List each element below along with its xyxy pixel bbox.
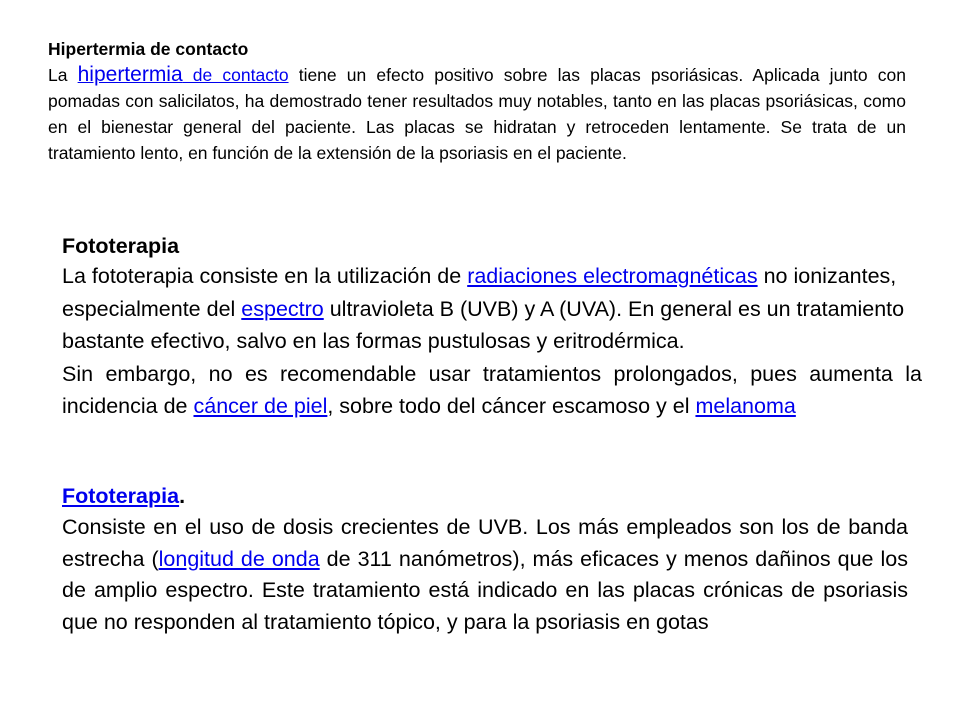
paragraph-uvb: [62, 515, 908, 634]
text: de 311 nanómetros), más eficaces y menos dañinos que los de amplio espectro. Este tratamiento está indicado en las placas crónicas de psoriasis que no responden al tratamiento tópico, y para la psoriasis en gotas: [62, 546, 908, 634]
section-fototerapia: [62, 232, 922, 423]
text: , sobre todo del cáncer escamoso y el: [327, 394, 696, 418]
heading-fototerapia: Fototerapia: [62, 234, 180, 258]
link-text: de contacto: [182, 65, 289, 85]
text: Consiste en el uso de dosis crecientes de UVB. Los más empleados son los de banda estrecha (: [62, 515, 908, 571]
link-radiaciones-electromagneticas[interactable]: radiaciones electromagnéticas: [467, 264, 758, 288]
paragraph-fototerapia-1: [62, 260, 922, 358]
heading-period: .: [179, 484, 186, 508]
text: tiene un efecto positivo sobre las placas psoriásicas. Aplicada junto con pomadas con salicilatos, ha demostrado tener resultados muy notables, tanto en las placas psoriásicas, como en el bienestar general del paciente. Las placas se hidratan y retroceden lentamente. Se trata de un tratamiento lento, en función de la extensión de la psoriasis en el paciente.: [48, 65, 906, 163]
paragraph-fototerapia-2: [62, 358, 922, 423]
paragraph-hipertermia: [48, 65, 906, 163]
text: La: [48, 65, 78, 85]
link-cancer-de-piel[interactable]: cáncer de piel: [193, 394, 328, 418]
link-espectro[interactable]: espectro: [241, 296, 324, 321]
link-longitud-de-onda[interactable]: longitud de onda: [158, 546, 320, 571]
section-fototerapia-uvb: [62, 480, 908, 638]
link-text: hipertermia: [77, 63, 183, 86]
link-hipertermia-de-contacto[interactable]: [78, 65, 289, 85]
heading-fototerapia-uvb: [62, 480, 908, 512]
text: ultravioleta B (UVB) y A (UVA). En general es un tratamiento bastante efectivo, salvo en las formas pustulosas y eritrodérmica.: [62, 296, 905, 353]
heading-hipertermia: Hipertermia de contacto: [48, 39, 249, 59]
link-melanoma[interactable]: melanoma: [695, 394, 796, 418]
section-hipertermia: [48, 38, 906, 166]
text: La fototerapia consiste en la utilización de: [62, 264, 468, 288]
link-fototerapia[interactable]: Fototerapia: [62, 484, 180, 508]
text: no ionizantes, especialmente del: [62, 264, 897, 321]
text: Sin embargo, no es recomendable usar tratamientos prolongados, pues aumenta la incidencia de: [62, 361, 922, 418]
